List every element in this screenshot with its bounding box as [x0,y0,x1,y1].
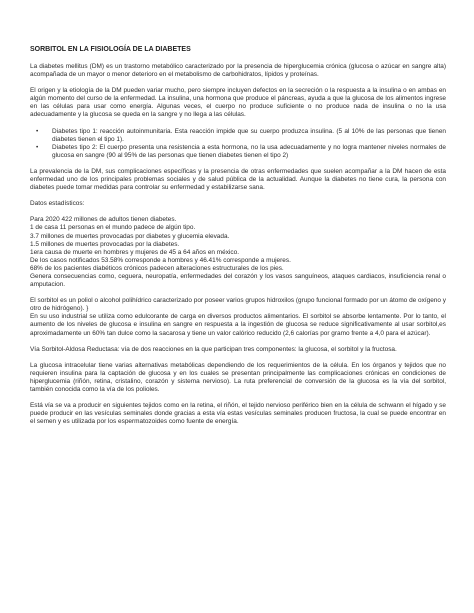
statistic-line: De los casos notificados 53.58% corresponde a hombres y 46.41% corresponde a mujeres. [30,256,291,264]
diabetes-types-list [30,128,446,160]
list-item-text: Diabetes tipo 1: reacción autoinmunitaria. Esta reacción impide que su cuerpo produzca insulina. (5 al 10% de las personas que tienen diabetes tienen el tipo 1). [52,127,446,143]
statistics-heading: Datos estadísticos: [30,200,85,208]
list-item [30,144,446,160]
paragraph-intracellular-glucose: La glucosa intracelular tiene varias alternativas metabólicas dependiendo de los requerimientos de la célula. En los órganos y tejidos que no requieren insulina para la captación de glucosa y en los cuales se presentan principalmente las complicaciones crónicas en condiciones de hiperglucemia (riñón, retina, cristalino, corazón y sistema nervioso). La ruta preferencial de conversión de la glucosa es la vía del sorbitol, también conocida como la vía de los polioles. [30,361,446,393]
list-item-text: Diabetes tipo 2: El cuerpo presenta una resistencia a esta hormona, no la usa adecuadamente y no logra mantener niveles normales de glucosa en sangre (90 al 95% de las personas que tienen diabetes tienen el tipo 2) [52,143,446,159]
paragraph-origin: El origen y la etiología de la DM pueden variar mucho, pero siempre incluyen defectos en la secreción o la respuesta a la insulina o en ambas en algún momento del curso de la enfermedad. La insulina, una hormona que produce el páncreas, ayuda a que la glucosa de los alimentos ingrese en las células para usar como energía. Algunas veces, el cuerpo no produce suficiente o no produce nada de insulina o no la usa adecuadamente y la glucosa se queda en la sangre y no llega a las células. [30,87,446,119]
paragraph-prevalence: La prevalencia de la DM, sus complicaciones específicas y la presencia de otras enfermedades que suelen acompañar a la DM hacen de esta enfermedad uno de los principales problemas sociales y de salud pública de la actualidad. Aunque la diabetes no tiene cura, la persona con diabetes puede tomar medidas para controlar su enfermedad y estabilizarse sana. [30,167,446,192]
statistic-consequences: Genera consecuencias como, ceguera, neuropatía, enfermedades del corazón y los vasos sanguíneos, ataques cardiacos, insuficiencia renal o amputacion. [30,272,446,289]
document-title: SORBITOL EN LA FISIOLOGÍA DE LA DIABETES [30,46,191,53]
statistic-line: 1.5 millones de muertes provocadas por la diabetes. [30,240,180,248]
paragraph-sorbitol-definition: El sorbitol es un poliol o alcohol polihídrico caracterizado por poseer varios grupos hidroxilos (grupo funcional formado por un átomo de oxígeno y otro de hidrógeno). } [30,297,446,313]
statistic-line: 1era causa de muerte en hombres y mujeres de 45 a 64 años en méxico. [30,248,239,256]
list-item [30,128,446,144]
statistic-line: 68% de los pacientes diabéticos crónicos padecen alteraciones estructurales de los pies. [30,264,284,272]
bullet-icon: • [36,127,39,135]
paragraph-definition: La diabetes mellitus (DM) es un trastorno metabólico caracterizado por la presencia de hiperglucemia crónica (glucosa o azúcar en sangre alta) acompañada de un mayor o menor deterioro en el metabolismo de carbohidratos, lípidos y proteínas. [30,63,446,79]
bullet-icon: • [36,143,39,151]
statistic-line: 3.7 millones de muertes provocadas por diabetes y glucemia elevada. [30,232,230,240]
document-body [30,45,446,434]
statistic-line: Para 2020 422 millones de adultos tienen diabetes. [30,216,177,224]
statistics-section [30,200,446,289]
paragraph-pathway: Vía Sorbitol-Aldosa Reductasa: vía de dos reacciones en la que participan tres componentes: la glucosa, el sorbitol y la fructosa. [30,345,397,353]
statistic-line: 1 de casa 11 personas en el mundo padece de algún tipo. [30,224,196,232]
paragraph-sorbitol-use: En su uso industrial se utiliza como edulcorante de carga en diversos productos alimentarios. El sorbitol se absorbe lentamente. Por lo tanto, el aumento de los niveles de glucosa e insulina en sangre en respuesta a la ingestión de glucosa se reduce significativamente al usar sorbitol,es aproximadamente un 60% tan dulce como la sacarosa y tiene un valor calórico reducido (2,6 calorías por gramo frente a 4,0 para el azúcar). [30,313,446,337]
paragraph-tissues: Está vía se va a producir en siguientes tejidos como en la retina, el riñón, el tejido nervioso periférico bien en la célula de schwann el hígado y se puede producir en las vesículas seminales donde gracias a esta vía estas vesículas seminales producen fructosa, la cual se puede encontrar en el semen y es utilizada por los espermatozoides como fuente de energía. [30,402,446,426]
